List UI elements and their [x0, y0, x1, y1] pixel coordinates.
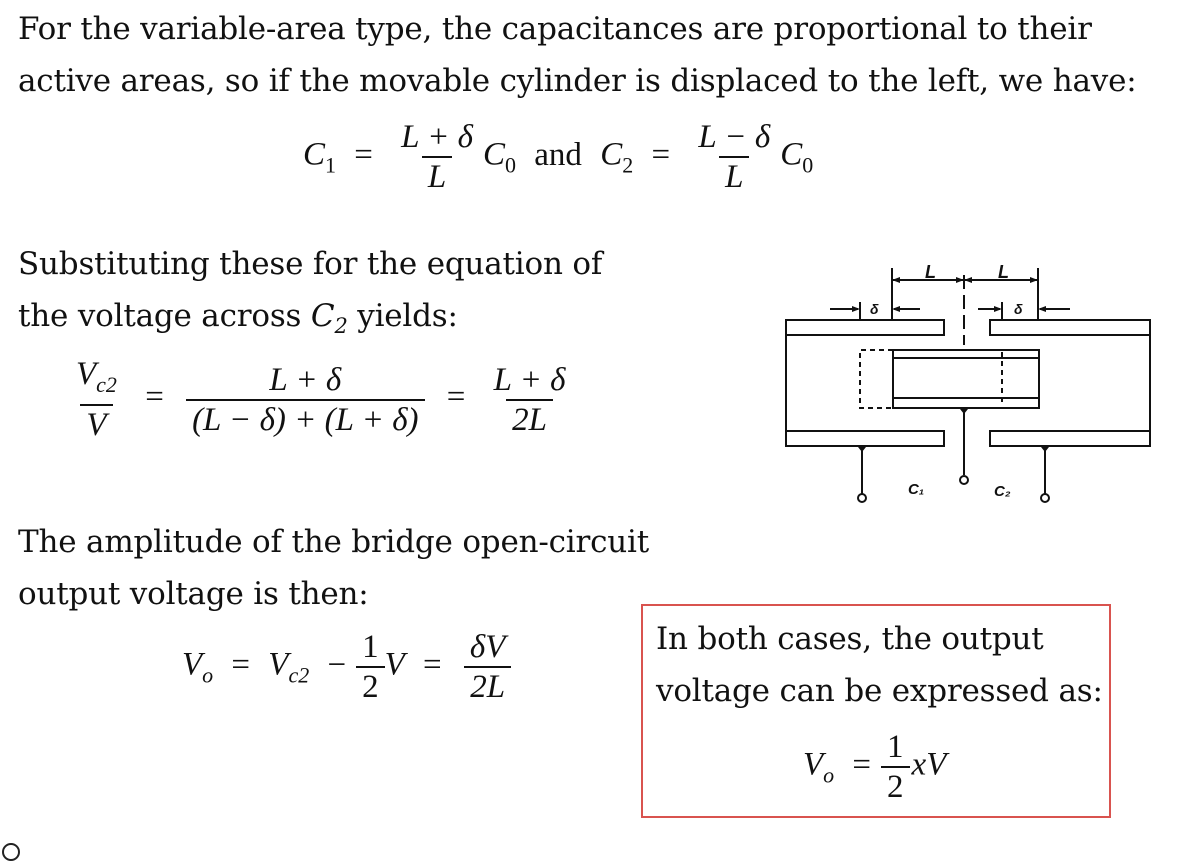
label-c1: C₁	[908, 481, 925, 498]
c0-symbol: C	[780, 136, 803, 173]
capacitor-diagram	[770, 250, 1170, 520]
c2-subscript: 2	[622, 152, 634, 178]
ampl-line-1: The amplitude of the bridge open-circuit	[18, 524, 650, 560]
v-symbol: V	[268, 646, 289, 683]
c0-symbol: C	[483, 136, 506, 173]
subst-line-2	[18, 290, 458, 352]
fraction-numerator: 1	[362, 629, 379, 665]
fraction-numerator: L + δ	[401, 119, 474, 155]
fraction-denominator: 2	[356, 666, 385, 706]
label-delta-left: δ	[870, 301, 879, 317]
equals-sign: =	[446, 379, 466, 416]
c1-symbol: C	[303, 136, 326, 173]
equals-sign: =	[231, 646, 251, 683]
vc2-subscript: c2	[288, 662, 310, 688]
equals-sign: =	[145, 379, 164, 416]
text-fragment: yields:	[347, 298, 458, 334]
callout-line-2: voltage can be expressed as:	[656, 673, 1103, 709]
equals-sign: =	[852, 746, 872, 783]
text-fragment: the voltage across	[18, 298, 311, 334]
fraction-numerator: 1	[887, 729, 904, 765]
c0-subscript: 0	[505, 152, 517, 178]
callout-line-1: In both cases, the output	[656, 621, 1044, 657]
c2-symbol: C	[310, 298, 335, 334]
fraction-denominator: V	[80, 404, 112, 444]
c2-symbol: C	[600, 136, 623, 173]
minus-sign: −	[327, 646, 347, 683]
fraction-lhs	[70, 355, 123, 444]
equals-sign: =	[354, 136, 373, 173]
fraction-middle	[186, 361, 424, 439]
bottom-left-plate	[786, 431, 944, 446]
c2-subscript: 2	[334, 314, 348, 338]
equation-voltage-ratio	[66, 355, 576, 444]
xv-term: xV	[911, 746, 947, 783]
label-c2: C₂	[994, 483, 1011, 500]
equals-sign: =	[651, 136, 671, 173]
fraction-denominator: (L − δ) + (L + δ)	[186, 399, 424, 439]
intro-line-2: active areas, so if the movable cylinder is displaced to the left, we have:	[18, 63, 1137, 99]
v-symbol: V	[803, 746, 824, 783]
fraction-denominator: 2L	[464, 666, 511, 706]
vo-subscript: o	[823, 762, 835, 788]
label-l-right: L	[998, 262, 1009, 282]
fraction-denominator: 2L	[506, 399, 553, 439]
fraction-denominator: 2	[881, 766, 910, 806]
bottom-right-plate	[990, 431, 1150, 446]
subst-line-1: Substituting these for the equation of	[18, 246, 603, 282]
original-position-outline	[860, 350, 893, 408]
v-symbol: V	[182, 646, 203, 683]
fraction-numerator: L + δ	[269, 361, 342, 398]
fraction-denominator: L	[719, 156, 749, 196]
fraction-half	[356, 628, 385, 706]
v-symbol: V	[76, 356, 97, 392]
label-delta-right: δ	[1014, 301, 1023, 317]
v-symbol: V	[384, 646, 405, 683]
fraction-numerator: L + δ	[493, 361, 566, 398]
fraction-c2	[692, 118, 776, 196]
fraction-c1	[395, 118, 479, 196]
top-right-plate	[990, 320, 1150, 335]
fraction-numerator: δV	[469, 629, 506, 665]
c1-subscript: 1	[325, 152, 337, 178]
fraction-result	[464, 628, 512, 706]
and-word: and	[534, 136, 582, 173]
callout-equation	[803, 728, 946, 806]
fraction-half	[881, 728, 910, 806]
c0-subscript: 0	[802, 152, 814, 178]
top-left-plate	[786, 320, 944, 335]
fraction-denominator: L	[422, 156, 452, 196]
equation-output-voltage	[182, 628, 515, 706]
partial-circle-icon	[2, 843, 20, 861]
equals-sign: =	[423, 646, 442, 683]
fraction-numerator: L − δ	[698, 119, 771, 155]
fraction-rhs	[488, 361, 572, 439]
ampl-line-2: output voltage is then:	[18, 576, 369, 612]
equation-capacitances	[303, 118, 813, 196]
vo-subscript: o	[202, 662, 214, 688]
vc2-subscript: c2	[96, 372, 117, 397]
intro-line-1: For the variable-area type, the capacitances are proportional to their	[18, 11, 1092, 47]
label-l-left: L	[925, 262, 936, 282]
